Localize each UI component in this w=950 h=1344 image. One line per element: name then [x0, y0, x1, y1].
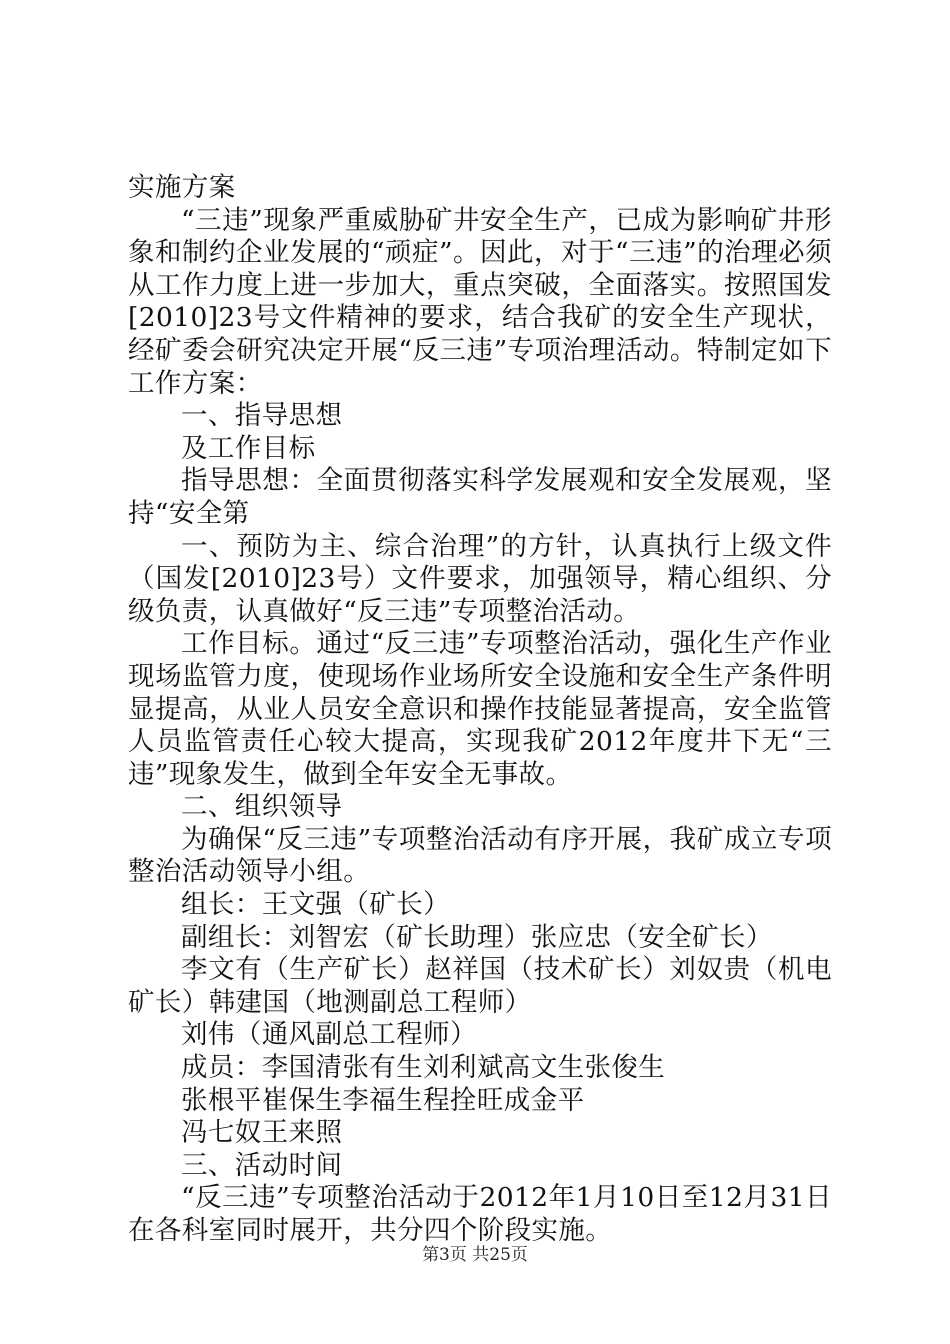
guiding-ideology-paragraph: 指导思想：全面贯彻落实科学发展观和安全发展观，坚持“安全第 — [128, 465, 832, 529]
heading-work-goals: 及工作目标 — [181, 432, 316, 464]
guiding-principle-paragraph: 一、预防为主、综合治理”的方针，认真执行上级文件（国发[2010]23号）文件要求，加强领导，精心组织、分级负责，认真做好“反三违”专项整治活动。 — [128, 530, 832, 627]
deputy-leaders-continued: 李文有（生产矿长）赵祥国（技术矿长）刘奴贵（机电矿长）韩建国（地测副总工程师） — [128, 954, 832, 1018]
members-line-1: 成员：李国清张有生刘利斌高文生张俊生 — [181, 1052, 666, 1084]
document-body — [128, 172, 832, 1248]
deputy-leaders-ventilation: 刘伟（通风副总工程师） — [181, 1019, 477, 1051]
activity-time-paragraph: “反三违”专项整治活动于2012年1月10日至12月31日在各科室同时展开，共分四个阶段实施。 — [128, 1182, 832, 1246]
group-leader: 组长：王文强（矿长） — [181, 889, 450, 921]
deputy-leaders: 副组长：刘智宏（矿长助理）张应忠（安全矿长） — [181, 921, 773, 953]
section-title: 实施方案 — [128, 172, 236, 203]
heading-activity-time: 三、活动时间 — [181, 1149, 343, 1181]
members-line-2: 张根平崔保生李福生程拴旺成金平 — [181, 1084, 585, 1116]
organization-paragraph: 为确保“反三违”专项整治活动有序开展，我矿成立专项整治活动领导小组。 — [128, 823, 832, 888]
work-goals-paragraph: 工作目标。通过“反三违”专项整治活动，强化生产作业现场监管力度，使现场作业场所安全设施和安全生产条件明显提高，从业人员安全意识和操作技能显著提高，安全监管人员监管责任心较大提高，实现我矿2012年度井下无“三违”现象发生，做到全年安全无事故。 — [128, 628, 832, 790]
heading-guiding-ideology: 一、指导思想 — [181, 400, 343, 432]
intro-paragraph: “三违”现象严重威胁矿井安全生产，已成为影响矿井形象和制约企业发展的“顽症”。因此，对于“三违”的治理必须从工作力度上进一步加大，重点突破，全面落实。按照国发[2010]23号文件精神的要求，结合我矿的安全生产现状，经矿委会研究决定开展“反三违”专项治理活动。特制定如下工作方案： — [128, 204, 832, 399]
page-number: 第3页 共25页 — [422, 1245, 528, 1265]
heading-organization: 二、组织领导 — [181, 791, 343, 823]
members-line-3: 冯七奴王来照 — [181, 1117, 343, 1149]
